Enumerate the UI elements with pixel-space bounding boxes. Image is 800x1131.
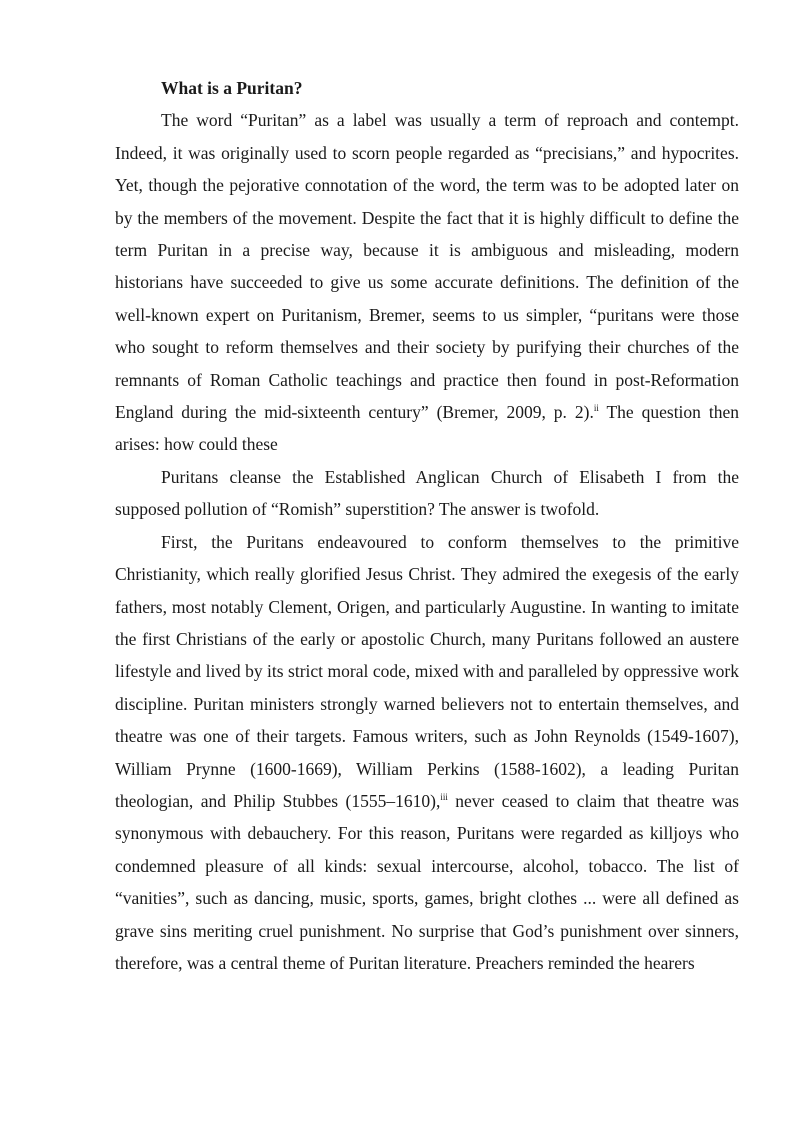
paragraph-1 (115, 104, 739, 460)
section-heading: What is a Puritan? (161, 78, 303, 98)
paragraph-3 (115, 526, 739, 980)
paragraph-2: Puritans cleanse the Established Anglican Church of Elisabeth I from the supposed pollution of “Romish” superstition? The answer is twofold. (115, 466, 739, 520)
paragraph-3-text: First, the Puritans endeavoured to conform themselves to the primitive Christianity, which really glorified Jesus Christ. They admired the exegesis of the early fathers, most notably Clement, Origen, and particularly Augustine. In wanting to imitate the first Christians of the early or apostolic Church, many Puritans followed an austere lifestyle and lived by its strict moral code, mixed with and paralleled by oppressive work discipline. Puritan ministers strongly warned believers not to entertain themselves, and theatre was one of their targets. Famous writers, such as John Reynolds (1549-1607), William Prynne (1600-1669), William Perkins (1588-1602), a leading Puritan theologian, and Philip Stubbes (1555–1610), (115, 531, 739, 811)
footnote-marker-ii: ii (593, 403, 599, 414)
paragraph-1-text: The word “Puritan” as a label was usually a term of reproach and contempt. Indeed, it was originally used to scorn people regarded as “precisians,” and hypocrites. Yet, though the pejorative connotation of the word, the term was to be adopted later on by the members of the movement. Despite the fact that it is highly difficult to define the term Puritan in a precise way, because it is ambiguous and misleading, modern historians have succeeded to give us some accurate definitions. The definition of the well-known expert on Puritanism, Bremer, seems to us simpler, “puritans were those who sought to reform themselves and their society by purifying their churches of the remnants of Roman Catholic teachings and practice then found in post-Reformation England during the mid-sixteenth century” (Bremer, 2009, p. 2). (115, 110, 739, 423)
paragraph-3-tail: never ceased to claim that theatre was synonymous with debauchery. For this reason, Puritans were regarded as killjoys who condemned pleasure of all kinds: sexual intercourse, alcohol, tobacco. The list of “vanities”, such as dancing, music, sports, games, bright clothes ... were all defined as grave sins meriting cruel punishment. No surprise that God’s punishment over sinners, therefore, was a central theme of Puritan literature. Preachers reminded the hearers (115, 790, 739, 973)
text-body (115, 72, 739, 979)
footnote-marker-iii: iii (440, 792, 448, 803)
paragraph-1-tail: The question then arises: how could these (115, 402, 739, 455)
